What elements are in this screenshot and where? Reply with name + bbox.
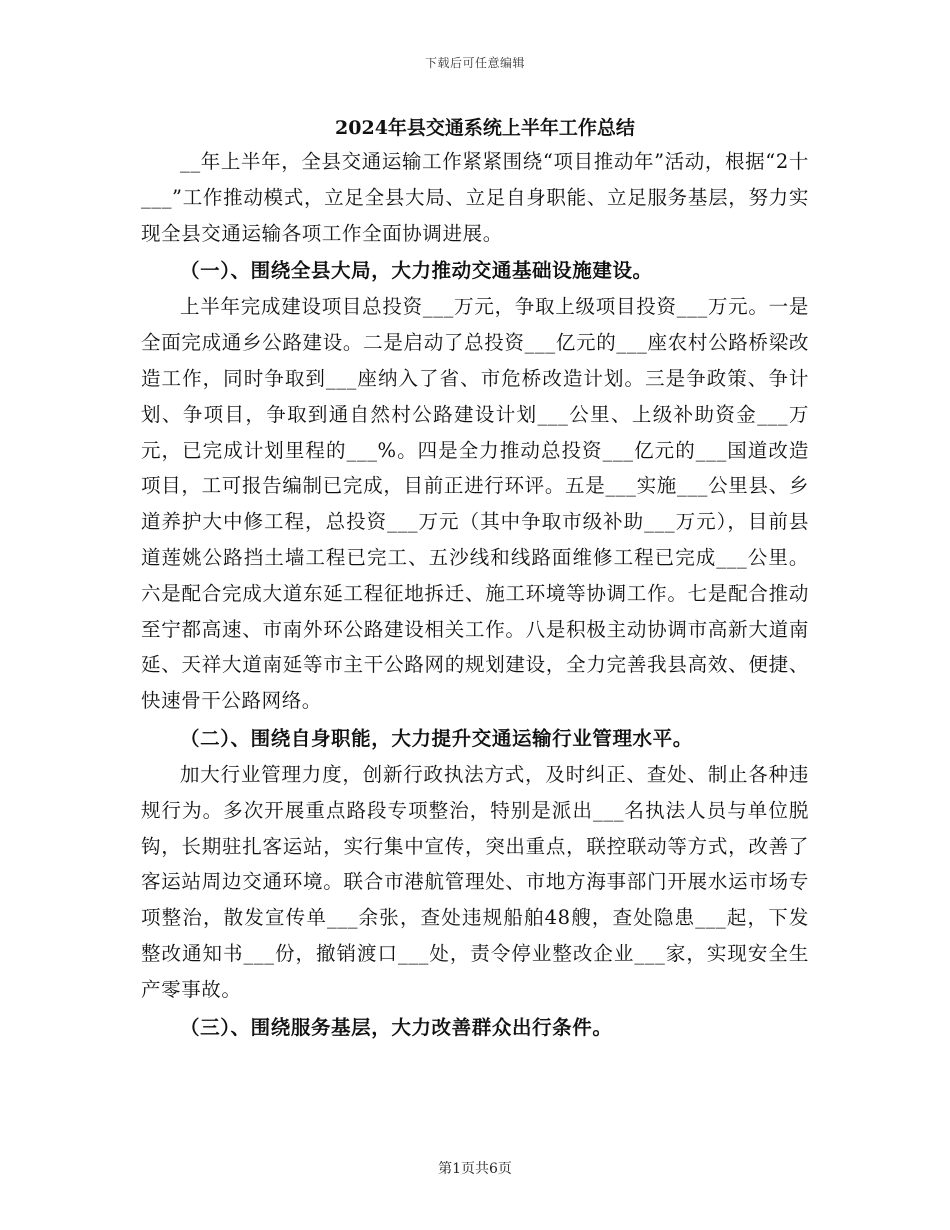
section-1-heading: （一）、围绕全县大局，大力推动交通基础设施建设。: [180, 259, 653, 283]
header-note: 下载后可任意编辑: [424, 56, 525, 70]
intro-paragraph: __年上半年，全县交通运输工作紧紧围绕“项目推动年”活动，根据“2十___”工作推动模式，立足全县大局、立足自身职能、立足服务基层，努力实现全县交通运输各项工作全面协调进展。: [141, 150, 809, 245]
page-indicator: 第1页共6页: [438, 1161, 512, 1177]
document-title: 2024年县交通系统上半年工作总结: [335, 117, 635, 139]
section-2-paragraph: 加大行业管理力度，创新行政执法方式，及时纠正、查处、制止各种违规行为。多次开展重点路段专项整治，特别是派出___名执法人员与单位脱钩，长期驻扎客运站，实行集中宣传，突出重点，联控联动等方式，改善了客运站周边交通环境。联合市港航管理处、市地方海事部门开展水运市场专项整治，散发宣传单___余张，查处违规船舶48艘，查处隐患___起，下发整改通知书___份，撤销渡口___处，责令停业整改企业___家，实现安全生产零事故。: [141, 762, 809, 1001]
section-2-heading: （二）、围绕自身职能，大力提升交通运输行业管理水平。: [180, 726, 693, 750]
section-1-paragraph: 上半年完成建设项目总投资___万元，争取上级项目投资___万元。一是全面完成通乡公路建设。二是启动了总投资___亿元的___座农村公路桥梁改造工作，同时争取到___座纳入了省、市危桥改造计划。三是争政策、争计划、争项目，争取到通自然村公路建设计划___公里、上级补助资金___万元，已完成计划里程的___%。四是全力推动总投资___亿元的___国道改造项目，工可报告编制已完成，目前正进行环评。五是___实施___公里县、乡道养护大中修工程，总投资___万元（其中争取市级补助___万元），目前县道莲姚公路挡土墙工程已完工、五沙线和线路面维修工程已完成___公里。六是配合完成大道东延工程征地拆迁、施工环境等协调工作。七是配合推动至宁都高速、市南外环公路建设相关工作。八是积极主动协调市高新大道南延、天祥大道南延等市主干公路网的规划建设，全力完善我县高效、便捷、快速骨干公路网络。: [141, 295, 809, 713]
section-3-heading: （三）、围绕服务基层，大力改善群众出行条件。: [180, 1015, 613, 1039]
document-body: [141, 112, 809, 1046]
